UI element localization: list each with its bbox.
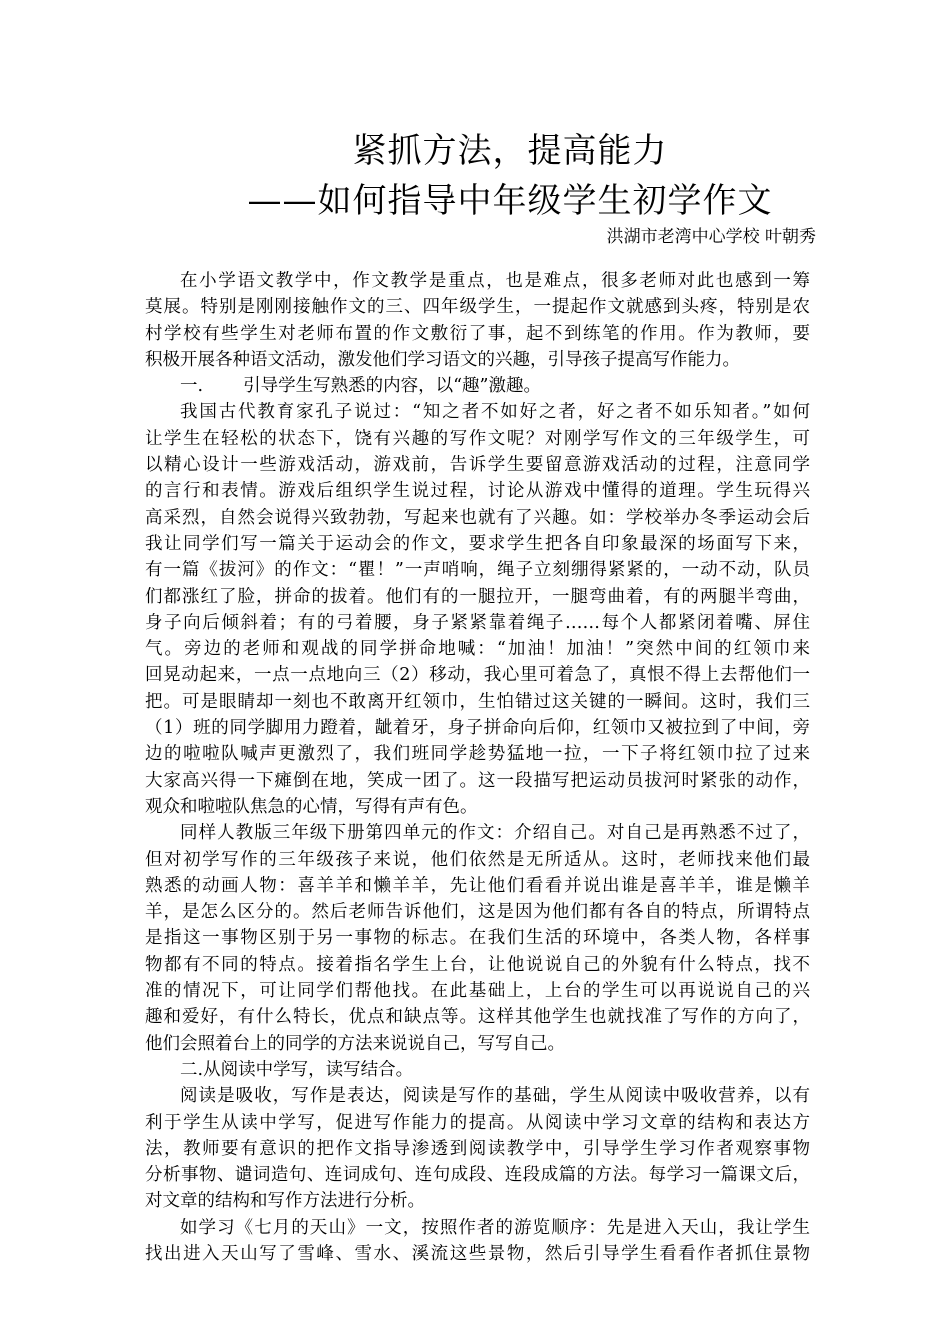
section-heading (145, 373, 810, 399)
section-heading-number: 二. (180, 1059, 204, 1080)
paragraph-line: 趣和爱好，有什么特长，优点和缺点等。这样其他学生也就找准了写作的方向了， (145, 1007, 810, 1028)
paragraph-line: 回晃动起来，一点一点地向三（2）移动，我心里可着急了，真恨不得上去帮他们一 (145, 665, 810, 686)
paragraph-line: 我国古代教育家孔子说过：“知之者不如好之者，好之者不如乐知者。”如何 (180, 402, 810, 423)
paragraph-line: 边的啦啦队喊声更激烈了，我们班同学趁势猛地一拉，一下子将红领巾拉了过来 (145, 744, 810, 765)
paragraph-line: 们都涨红了脸，拼命的拔着。他们有的一腿拉开，一腿弯曲着，有的两腿半弯曲， (145, 586, 810, 607)
paragraph-line: 准的情况下，可让同学们帮他找。在此基础上，上台的学生可以再说说自己的兴 (145, 981, 810, 1002)
paragraph-line: 利于学生从读中学写，促进写作能力的提高。从阅读中学习文章的结构和表达方 (145, 1112, 810, 1133)
paragraph-line: 对文章的结构和写作方法进行分析。 (145, 1191, 425, 1212)
paragraph-line: 同样人教版三年级下册第四单元的作文：介绍自己。对自己是再熟悉不过了， (180, 823, 810, 844)
paragraph-line: 身子向后倾斜着；有的弓着腰，身子紧紧靠着绳子……每个人都紧闭着嘴、屏住 (145, 612, 810, 633)
section-heading-text: 引导学生写熟悉的内容，以“趣”激趣。 (243, 376, 541, 397)
paragraph-line: 但对初学写作的三年级孩子来说，他们依然是无所适从。这时，老师找来他们最 (145, 849, 810, 870)
paragraph-line: 气。旁边的老师和观战的同学拼命地喊：“加油！加油！”突然中间的红领巾来 (145, 639, 810, 660)
document-title: 紧抓方法，提高能力 (352, 131, 668, 171)
paragraph-line: 熟悉的动画人物：喜羊羊和懒羊羊，先让他们看看并说出谁是喜羊羊，谁是懒羊 (145, 875, 810, 896)
paragraph-line: （1）班的同学脚用力蹬着，龇着牙，身子拼命向后仰，红领巾又被拉到了中间，旁 (145, 718, 810, 739)
paragraph (145, 820, 810, 1057)
document-body (145, 268, 810, 1267)
section-heading-number: 一. (180, 376, 204, 397)
paragraph-line: 分析事物、谴词造句、连词成句、连句成段、连段成篇的方法。每学习一篇课文后， (145, 1165, 810, 1186)
paragraph (145, 1215, 810, 1268)
section-heading-text: 从阅读中学写，读写结合。 (203, 1059, 414, 1080)
paragraph (145, 268, 810, 373)
paragraph-line: 莫展。特别是刚刚接触作文的三、四年级学生，一提起作文就感到头疼，特别是农 (145, 297, 810, 318)
document-subtitle: ——如何指导中年级学生初学作文 (247, 181, 773, 221)
paragraph-line: 找出进入天山写了雪峰、雪水、溪流这些景物，然后引导学生看看作者抓住景物 (145, 1243, 810, 1264)
paragraph-line: 让学生在轻松的状态下，饶有兴趣的写作文呢？对刚学写作文的三年级学生，可 (145, 428, 810, 449)
paragraph-line: 在小学语文教学中，作文教学是重点，也是难点，很多老师对此也感到一筹 (180, 271, 810, 291)
paragraph-line: 我让同学们写一篇关于运动会的作文，要求学生把各自印象最深的场面写下来， (145, 533, 810, 554)
paragraph-line: 物都有不同的特点。接着指名学生上台，让他说说自己的外貌有什么特点，找不 (145, 954, 810, 975)
paragraph-line: 大家高兴得一下瘫倒在地，笑成一团了。这一段描写把运动员拔河时紧张的动作， (145, 770, 810, 791)
document-author: 洪湖市老湾中心学校 叶朝秀 (606, 227, 816, 247)
paragraph-line: 羊，是怎么区分的。然后老师告诉他们，这是因为他们都有各自的特点，所谓特点 (145, 902, 810, 923)
paragraph-line: 如学习《七月的天山》一文，按照作者的游览顺序：先是进入天山，我让学生 (180, 1217, 810, 1238)
paragraph-line: 有一篇《拔河》的作文：“瞿！”一声哨响，绳子立刻绷得紧紧的，一动不动，队员 (145, 560, 810, 581)
paragraph-line: 村学校有些学生对老师布置的作文敷衍了事，起不到练笔的作用。作为教师，要 (145, 323, 810, 344)
paragraph-line: 的言行和表情。游戏后组织学生说过程，讨论从游戏中懂得的道理。学生玩得兴 (145, 481, 810, 502)
paragraph-line: 是指这一事物区别于另一事物的标志。在我们生活的环境中，各类人物，各样事 (145, 928, 810, 949)
paragraph-line: 把。可是眼睛却一刻也不敢离开红领巾，生怕错过这关键的一瞬间。这时，我们三 (145, 691, 810, 712)
paragraph-line: 法，教师要有意识的把作文指导渗透到阅读教学中，引导学生学习作者观察事物 (145, 1138, 810, 1159)
section-heading (145, 1057, 810, 1083)
paragraph-line: 积极开展各种语文活动，激发他们学习语文的兴趣，引导孩子提高写作能力。 (145, 349, 740, 370)
paragraph-line: 以精心设计一些游戏活动，游戏前，告诉学生要留意游戏活动的过程，注意同学 (145, 455, 810, 476)
paragraph-line: 他们会照着台上的同学的方法来说说自己，写写自己。 (145, 1033, 565, 1054)
paragraph (145, 1083, 810, 1214)
paragraph-line: 观众和啦啦队焦急的心情，写得有声有色。 (145, 796, 478, 817)
paragraph-line: 阅读是吸收，写作是表达，阅读是写作的基础，学生从阅读中吸收营养，以有 (180, 1086, 810, 1107)
paragraph-line: 高采烈，自然会说得兴致勃勃，写起来也就有了兴趣。如：学校举办冬季运动会后 (145, 507, 810, 528)
paragraph (145, 399, 810, 820)
